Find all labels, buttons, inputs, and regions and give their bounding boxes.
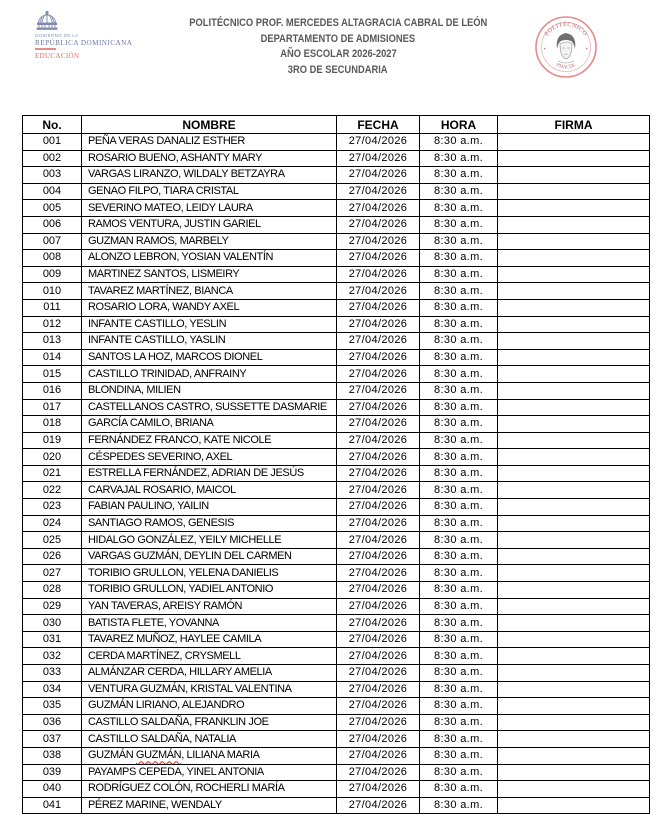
cell-nombre: GARCÍA CAMILO, BRIANA bbox=[82, 416, 337, 433]
cell-fecha: 27/04/2026 bbox=[337, 316, 420, 333]
cell-firma bbox=[498, 449, 650, 466]
cell-fecha: 27/04/2026 bbox=[337, 216, 420, 233]
cell-nombre: INFANTE CASTILLO, YESLIN bbox=[82, 316, 337, 333]
cell-nombre: CASTELLANOS CASTRO, SUSSETTE DASMARIE bbox=[82, 399, 337, 416]
cell-firma bbox=[498, 731, 650, 748]
cell-fecha: 27/04/2026 bbox=[337, 250, 420, 267]
cell-hora: 8:30 a.m. bbox=[420, 714, 498, 731]
cell-no: 030 bbox=[23, 615, 82, 632]
cell-no: 008 bbox=[23, 250, 82, 267]
cell-hora: 8:30 a.m. bbox=[420, 582, 498, 599]
cell-no: 016 bbox=[23, 382, 82, 399]
cell-no: 002 bbox=[23, 150, 82, 167]
cell-hora: 8:30 a.m. bbox=[420, 482, 498, 499]
seal-star-left-icon: ✦ bbox=[543, 46, 547, 51]
cell-nombre: INFANTE CASTILLO, YASLIN bbox=[82, 333, 337, 350]
cell-nombre: YAN TAVERAS, AREISY RAMÓN bbox=[82, 598, 337, 615]
cell-no: 021 bbox=[23, 465, 82, 482]
cell-fecha: 27/04/2026 bbox=[337, 681, 420, 698]
cell-firma bbox=[498, 631, 650, 648]
cell-nombre: FABIAN PAULINO, YAILIN bbox=[82, 499, 337, 516]
cell-hora: 8:30 a.m. bbox=[420, 781, 498, 798]
cell-nombre: GUZMÁN LIRIANO, ALEJANDRO bbox=[82, 698, 337, 715]
cell-no: 004 bbox=[23, 183, 82, 200]
table-row bbox=[23, 349, 650, 366]
seal-bottom-text: PMACDL bbox=[555, 62, 577, 71]
cell-hora: 8:30 a.m. bbox=[420, 250, 498, 267]
cell-firma bbox=[498, 465, 650, 482]
title-department bbox=[138, 32, 538, 48]
cell-nombre: SANTIAGO RAMOS, GENESIS bbox=[82, 515, 337, 532]
cell-hora: 8:30 a.m. bbox=[420, 349, 498, 366]
cell-nombre: VARGAS LIRANZO, WILDALY BETZAYRA bbox=[82, 167, 337, 184]
table-row bbox=[23, 233, 650, 250]
cell-nombre: TAVAREZ MARTÍNEZ, BIANCA bbox=[82, 283, 337, 300]
table-row bbox=[23, 648, 650, 665]
cell-fecha: 27/04/2026 bbox=[337, 283, 420, 300]
cell-no: 033 bbox=[23, 665, 82, 682]
cell-nombre: TAVAREZ MUÑOZ, HAYLEE CAMILA bbox=[82, 631, 337, 648]
cell-no: 026 bbox=[23, 548, 82, 565]
cell-hora: 8:30 a.m. bbox=[420, 382, 498, 399]
roster-header bbox=[23, 116, 650, 134]
cell-fecha: 27/04/2026 bbox=[337, 781, 420, 798]
table-row bbox=[23, 515, 650, 532]
table-row bbox=[23, 399, 650, 416]
cell-no: 011 bbox=[23, 299, 82, 316]
cell-hora: 8:30 a.m. bbox=[420, 150, 498, 167]
cell-hora: 8:30 a.m. bbox=[420, 333, 498, 350]
cell-firma bbox=[498, 299, 650, 316]
cell-no: 039 bbox=[23, 764, 82, 781]
cell-hora: 8:30 a.m. bbox=[420, 134, 498, 151]
cell-nombre: TORIBIO GRULLON, YADIEL ANTONIO bbox=[82, 582, 337, 599]
cell-firma bbox=[498, 615, 650, 632]
cell-nombre: GUZMAN RAMOS, MARBELY bbox=[82, 233, 337, 250]
column-header-fecha: FECHA bbox=[337, 116, 420, 134]
cell-firma bbox=[498, 781, 650, 798]
cell-nombre: CERDA MARTÍNEZ, CRYSMELL bbox=[82, 648, 337, 665]
table-row bbox=[23, 615, 650, 632]
cell-hora: 8:30 a.m. bbox=[420, 648, 498, 665]
gov-line-education: EDUCACIÓN bbox=[35, 52, 80, 60]
title-school-text: POLITÉCNICO PROF. MERCEDES ALTAGRACIA CABRAL DE LEÓN bbox=[188, 17, 488, 29]
title-department-text: DEPARTAMENTO DE ADMISIONES bbox=[260, 32, 416, 45]
cell-firma bbox=[498, 167, 650, 184]
cell-hora: 8:30 a.m. bbox=[420, 499, 498, 516]
title-school bbox=[138, 16, 538, 32]
cell-firma bbox=[498, 416, 650, 433]
cell-fecha: 27/04/2026 bbox=[337, 582, 420, 599]
cell-hora: 8:30 a.m. bbox=[420, 515, 498, 532]
cell-fecha: 27/04/2026 bbox=[337, 532, 420, 549]
cell-firma bbox=[498, 648, 650, 665]
table-row bbox=[23, 565, 650, 582]
cell-no: 032 bbox=[23, 648, 82, 665]
cell-no: 012 bbox=[23, 316, 82, 333]
cell-firma bbox=[498, 565, 650, 582]
table-row bbox=[23, 200, 650, 217]
cell-hora: 8:30 a.m. bbox=[420, 299, 498, 316]
cell-no: 020 bbox=[23, 449, 82, 466]
cell-nombre: HIDALGO GONZÁLEZ, YEILY MICHELLE bbox=[82, 532, 337, 549]
cell-no: 017 bbox=[23, 399, 82, 416]
cell-firma bbox=[498, 714, 650, 731]
cell-firma bbox=[498, 200, 650, 217]
cell-fecha: 27/04/2026 bbox=[337, 150, 420, 167]
cell-fecha: 27/04/2026 bbox=[337, 482, 420, 499]
table-row bbox=[23, 216, 650, 233]
cell-firma bbox=[498, 399, 650, 416]
cell-fecha: 27/04/2026 bbox=[337, 714, 420, 731]
table-row bbox=[23, 631, 650, 648]
cell-firma bbox=[498, 499, 650, 516]
school-seal-logo bbox=[534, 15, 598, 79]
cell-fecha: 27/04/2026 bbox=[337, 266, 420, 283]
table-row bbox=[23, 266, 650, 283]
cell-firma bbox=[498, 698, 650, 715]
table-row bbox=[23, 781, 650, 798]
cell-firma bbox=[498, 382, 650, 399]
cell-firma bbox=[498, 764, 650, 781]
cell-fecha: 27/04/2026 bbox=[337, 797, 420, 814]
cell-fecha: 27/04/2026 bbox=[337, 648, 420, 665]
cell-fecha: 27/04/2026 bbox=[337, 449, 420, 466]
cell-no: 025 bbox=[23, 532, 82, 549]
cell-firma bbox=[498, 183, 650, 200]
cell-no: 010 bbox=[23, 283, 82, 300]
cell-no: 013 bbox=[23, 333, 82, 350]
cell-firma bbox=[498, 482, 650, 499]
cell-firma bbox=[498, 366, 650, 383]
cell-nombre: SEVERINO MATEO, LEIDY LAURA bbox=[82, 200, 337, 217]
title-school-year-text: AÑO ESCOLAR 2026-2027 bbox=[279, 48, 397, 60]
cell-nombre: RODRÍGUEZ COLÓN, ROCHERLI MARÍA bbox=[82, 781, 337, 798]
table-row bbox=[23, 482, 650, 499]
cell-fecha: 27/04/2026 bbox=[337, 432, 420, 449]
cell-hora: 8:30 a.m. bbox=[420, 366, 498, 383]
table-row bbox=[23, 449, 650, 466]
cell-firma bbox=[498, 548, 650, 565]
cell-firma bbox=[498, 150, 650, 167]
title-school-year bbox=[138, 47, 538, 63]
cell-nombre: BATISTA FLETE, YOVANNA bbox=[82, 615, 337, 632]
cell-nombre: CARVAJAL ROSARIO, MAICOL bbox=[82, 482, 337, 499]
cell-nombre: SANTOS LA HOZ, MARCOS DIONEL bbox=[82, 349, 337, 366]
cell-firma bbox=[498, 681, 650, 698]
cell-firma bbox=[498, 665, 650, 682]
cell-fecha: 27/04/2026 bbox=[337, 399, 420, 416]
cell-fecha: 27/04/2026 bbox=[337, 200, 420, 217]
cell-nombre: GUZMÁN GUZMÁN, LILIANA MARIA bbox=[82, 747, 337, 764]
cell-fecha: 27/04/2026 bbox=[337, 598, 420, 615]
column-header-firma: FIRMA bbox=[498, 116, 650, 134]
cell-no: 027 bbox=[23, 565, 82, 582]
cell-fecha: 27/04/2026 bbox=[337, 167, 420, 184]
cell-no: 007 bbox=[23, 233, 82, 250]
cell-firma bbox=[498, 216, 650, 233]
capitol-dome-icon bbox=[36, 11, 58, 30]
cell-no: 036 bbox=[23, 714, 82, 731]
seal-top-text: POLITÉCNICO bbox=[543, 20, 589, 38]
table-row bbox=[23, 366, 650, 383]
table-row bbox=[23, 299, 650, 316]
cell-no: 006 bbox=[23, 216, 82, 233]
table-row bbox=[23, 797, 650, 814]
cell-hora: 8:30 a.m. bbox=[420, 631, 498, 648]
cell-nombre: VENTURA GUZMÁN, KRISTAL VALENTINA bbox=[82, 681, 337, 698]
cell-nombre: ALONZO LEBRON, YOSIAN VALENTÍN bbox=[82, 250, 337, 267]
column-header-no: No. bbox=[23, 116, 82, 134]
cell-hora: 8:30 a.m. bbox=[420, 698, 498, 715]
cell-no: 034 bbox=[23, 681, 82, 698]
cell-hora: 8:30 a.m. bbox=[420, 449, 498, 466]
cell-nombre: ALMÁNZAR CERDA, HILLARY AMELIA bbox=[82, 665, 337, 682]
cell-no: 022 bbox=[23, 482, 82, 499]
cell-nombre: CASTILLO SALDAÑA, FRANKLIN JOE bbox=[82, 714, 337, 731]
table-row bbox=[23, 665, 650, 682]
gobierno-educacion-logo bbox=[34, 10, 134, 62]
cell-fecha: 27/04/2026 bbox=[337, 134, 420, 151]
table-row bbox=[23, 532, 650, 549]
cell-hora: 8:30 a.m. bbox=[420, 565, 498, 582]
cell-hora: 8:30 a.m. bbox=[420, 797, 498, 814]
cell-nombre: ROSARIO LORA, WANDY AXEL bbox=[82, 299, 337, 316]
cell-fecha: 27/04/2026 bbox=[337, 465, 420, 482]
cell-firma bbox=[498, 515, 650, 532]
cell-hora: 8:30 a.m. bbox=[420, 615, 498, 632]
cell-fecha: 27/04/2026 bbox=[337, 183, 420, 200]
column-header-hora: HORA bbox=[420, 116, 498, 134]
cell-firma bbox=[498, 532, 650, 549]
cell-nombre: RAMOS VENTURA, JUSTIN GARIEL bbox=[82, 216, 337, 233]
cell-no: 035 bbox=[23, 698, 82, 715]
table-row bbox=[23, 250, 650, 267]
cell-no: 001 bbox=[23, 134, 82, 151]
cell-no: 014 bbox=[23, 349, 82, 366]
table-row bbox=[23, 598, 650, 615]
cell-fecha: 27/04/2026 bbox=[337, 233, 420, 250]
roster-body bbox=[23, 134, 650, 814]
cell-no: 018 bbox=[23, 416, 82, 433]
cell-nombre: FERNÁNDEZ FRANCO, KATE NICOLE bbox=[82, 432, 337, 449]
cell-fecha: 27/04/2026 bbox=[337, 698, 420, 715]
table-row bbox=[23, 316, 650, 333]
cell-nombre: PÉREZ MARINE, WENDALY bbox=[82, 797, 337, 814]
cell-hora: 8:30 a.m. bbox=[420, 532, 498, 549]
cell-hora: 8:30 a.m. bbox=[420, 266, 498, 283]
cell-fecha: 27/04/2026 bbox=[337, 515, 420, 532]
cell-fecha: 27/04/2026 bbox=[337, 366, 420, 383]
cell-firma bbox=[498, 349, 650, 366]
admissions-roster-table bbox=[22, 115, 650, 814]
cell-fecha: 27/04/2026 bbox=[337, 416, 420, 433]
cell-no: 015 bbox=[23, 366, 82, 383]
table-row bbox=[23, 731, 650, 748]
table-row bbox=[23, 150, 650, 167]
table-row bbox=[23, 548, 650, 565]
cell-no: 024 bbox=[23, 515, 82, 532]
cell-firma bbox=[498, 797, 650, 814]
cell-no: 038 bbox=[23, 747, 82, 764]
cell-hora: 8:30 a.m. bbox=[420, 399, 498, 416]
cell-hora: 8:30 a.m. bbox=[420, 432, 498, 449]
cell-hora: 8:30 a.m. bbox=[420, 548, 498, 565]
cell-no: 028 bbox=[23, 582, 82, 599]
cell-firma bbox=[498, 266, 650, 283]
cell-hora: 8:30 a.m. bbox=[420, 200, 498, 217]
cell-fecha: 27/04/2026 bbox=[337, 548, 420, 565]
cell-fecha: 27/04/2026 bbox=[337, 731, 420, 748]
cell-fecha: 27/04/2026 bbox=[337, 349, 420, 366]
cell-no: 041 bbox=[23, 797, 82, 814]
table-row bbox=[23, 681, 650, 698]
table-row bbox=[23, 465, 650, 482]
cell-no: 037 bbox=[23, 731, 82, 748]
cell-firma bbox=[498, 598, 650, 615]
spellcheck-flagged-word: GUZMÁN bbox=[135, 749, 182, 762]
cell-hora: 8:30 a.m. bbox=[420, 598, 498, 615]
table-row bbox=[23, 183, 650, 200]
cell-nombre: MARTINEZ SANTOS, LISMEIRY bbox=[82, 266, 337, 283]
title-grade bbox=[138, 63, 538, 79]
cell-firma bbox=[498, 333, 650, 350]
cell-no: 019 bbox=[23, 432, 82, 449]
cell-nombre: ESTRELLA FERNÁNDEZ, ADRIAN DE JESÚS bbox=[82, 465, 337, 482]
cell-hora: 8:30 a.m. bbox=[420, 316, 498, 333]
header-row bbox=[23, 116, 650, 134]
cell-firma bbox=[498, 250, 650, 267]
table-row bbox=[23, 714, 650, 731]
cell-no: 023 bbox=[23, 499, 82, 516]
cell-no: 003 bbox=[23, 167, 82, 184]
cell-no: 029 bbox=[23, 598, 82, 615]
cell-firma bbox=[498, 134, 650, 151]
table-row bbox=[23, 747, 650, 764]
cell-hora: 8:30 a.m. bbox=[420, 465, 498, 482]
cell-fecha: 27/04/2026 bbox=[337, 764, 420, 781]
cell-nombre: GENAO FILPO, TIARA CRISTAL bbox=[82, 183, 337, 200]
cell-fecha: 27/04/2026 bbox=[337, 333, 420, 350]
table-row bbox=[23, 499, 650, 516]
title-grade-text: 3RO DE SECUNDARIA bbox=[288, 63, 388, 76]
table-row bbox=[23, 167, 650, 184]
cell-fecha: 27/04/2026 bbox=[337, 382, 420, 399]
cell-hora: 8:30 a.m. bbox=[420, 681, 498, 698]
table-row bbox=[23, 764, 650, 781]
cell-nombre: VARGAS GUZMÁN, DEYLIN DEL CARMEN bbox=[82, 548, 337, 565]
table-row bbox=[23, 698, 650, 715]
cell-firma bbox=[498, 432, 650, 449]
cell-hora: 8:30 a.m. bbox=[420, 747, 498, 764]
cell-nombre: CASTILLO TRINIDAD, ANFRAINY bbox=[82, 366, 337, 383]
cell-firma bbox=[498, 582, 650, 599]
gov-line-republic: REPÚBLICA DOMINICANA bbox=[35, 39, 133, 47]
gov-line-small: GOBIERNO DE LA bbox=[35, 33, 79, 38]
cell-fecha: 27/04/2026 bbox=[337, 631, 420, 648]
seal-star-right-icon: ✦ bbox=[585, 46, 589, 51]
cell-nombre: TORIBIO GRULLON, YELENA DANIELIS bbox=[82, 565, 337, 582]
cell-hora: 8:30 a.m. bbox=[420, 764, 498, 781]
cell-firma bbox=[498, 233, 650, 250]
cell-nombre: CASTILLO SALDAÑA, NATALIA bbox=[82, 731, 337, 748]
document-title bbox=[138, 16, 538, 78]
cell-no: 005 bbox=[23, 200, 82, 217]
cell-nombre: ROSARIO BUENO, ASHANTY MARY bbox=[82, 150, 337, 167]
table-row bbox=[23, 333, 650, 350]
table-row bbox=[23, 134, 650, 151]
cell-hora: 8:30 a.m. bbox=[420, 731, 498, 748]
cell-hora: 8:30 a.m. bbox=[420, 283, 498, 300]
cell-fecha: 27/04/2026 bbox=[337, 615, 420, 632]
table-row bbox=[23, 382, 650, 399]
cell-hora: 8:30 a.m. bbox=[420, 416, 498, 433]
table-row bbox=[23, 416, 650, 433]
cell-fecha: 27/04/2026 bbox=[337, 665, 420, 682]
cell-hora: 8:30 a.m. bbox=[420, 216, 498, 233]
cell-fecha: 27/04/2026 bbox=[337, 299, 420, 316]
cell-firma bbox=[498, 316, 650, 333]
cell-fecha: 27/04/2026 bbox=[337, 747, 420, 764]
cell-hora: 8:30 a.m. bbox=[420, 665, 498, 682]
cell-hora: 8:30 a.m. bbox=[420, 183, 498, 200]
gov-red-rule bbox=[35, 48, 56, 50]
cell-fecha: 27/04/2026 bbox=[337, 499, 420, 516]
table-row bbox=[23, 582, 650, 599]
cell-nombre: PAYAMPS CEPEDA, YINEL ANTONIA bbox=[82, 764, 337, 781]
cell-firma bbox=[498, 747, 650, 764]
cell-firma bbox=[498, 283, 650, 300]
cell-fecha: 27/04/2026 bbox=[337, 565, 420, 582]
cell-nombre: CÉSPEDES SEVERINO, AXEL bbox=[82, 449, 337, 466]
cell-nombre: BLONDINA, MILIEN bbox=[82, 382, 337, 399]
table-row bbox=[23, 283, 650, 300]
cell-hora: 8:30 a.m. bbox=[420, 167, 498, 184]
table-row bbox=[23, 432, 650, 449]
cell-hora: 8:30 a.m. bbox=[420, 233, 498, 250]
column-header-nombre: NOMBRE bbox=[82, 116, 337, 134]
cell-nombre: PEÑA VERAS DANALIZ ESTHER bbox=[82, 134, 337, 151]
cell-no: 009 bbox=[23, 266, 82, 283]
cell-no: 031 bbox=[23, 631, 82, 648]
cell-no: 040 bbox=[23, 781, 82, 798]
